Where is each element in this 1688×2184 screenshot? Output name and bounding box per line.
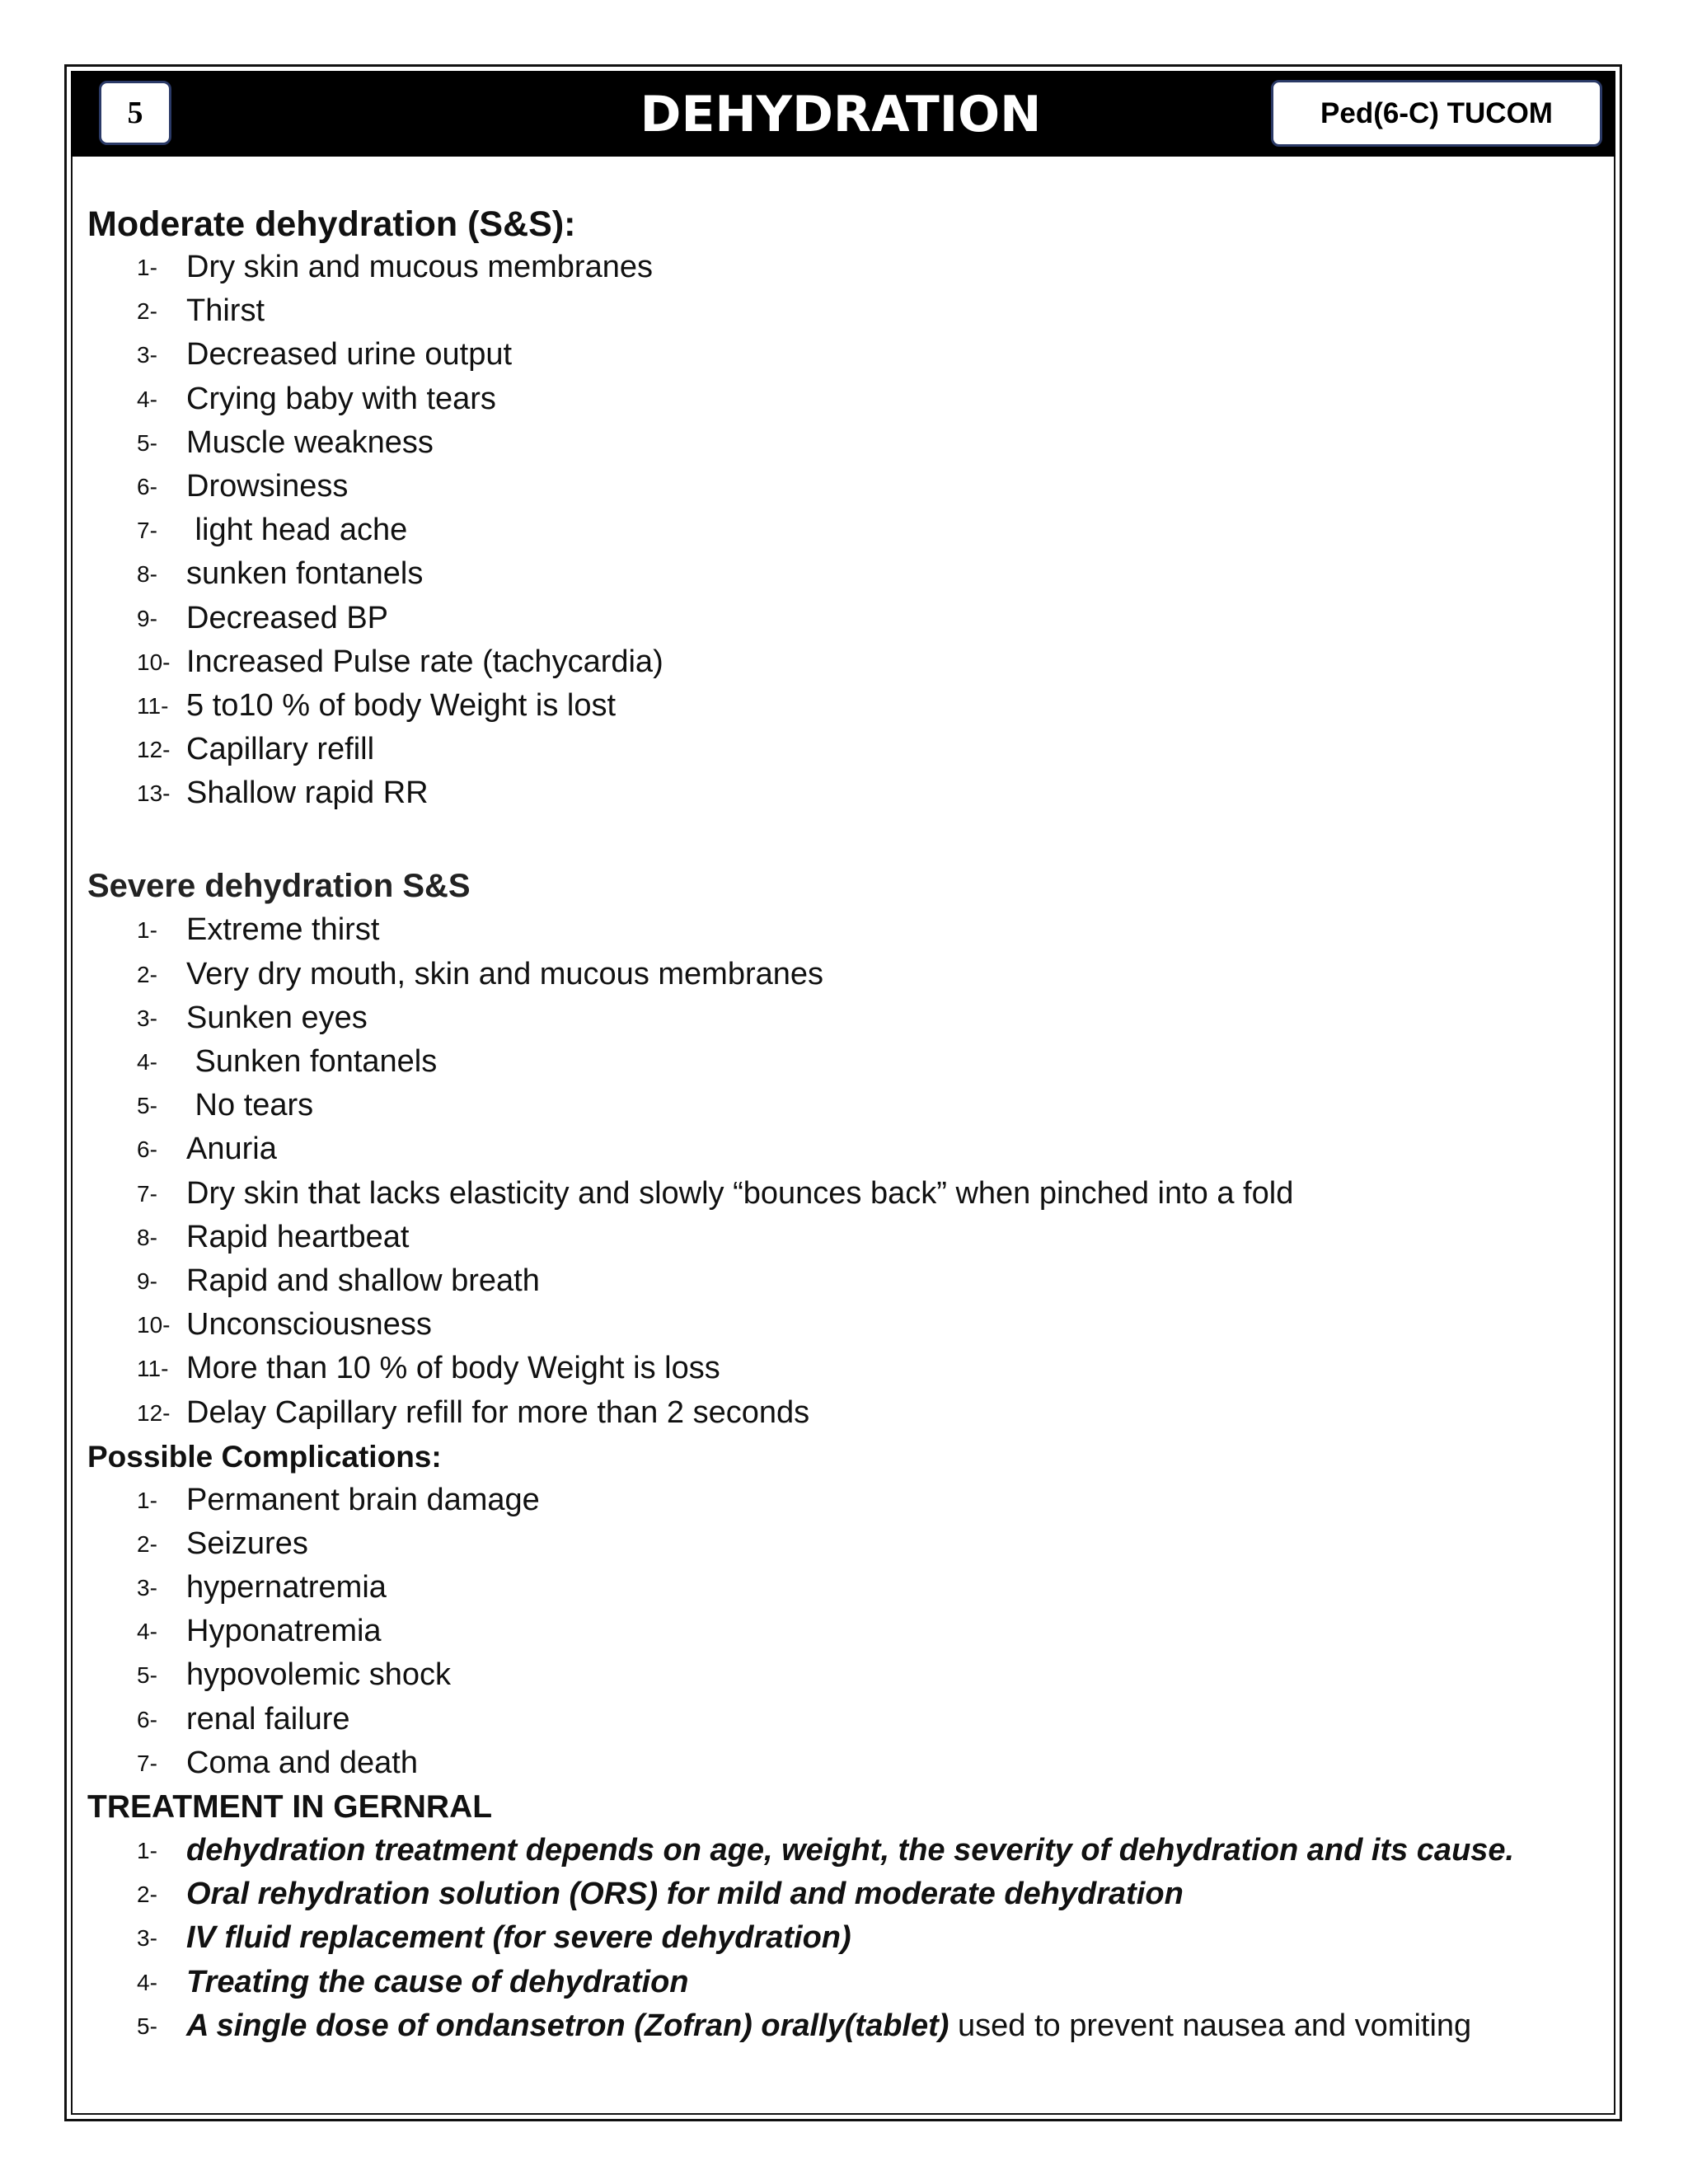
list-item-emphasis: Oral rehydration solution (ORS) for mild and moderate dehydration bbox=[186, 1877, 1184, 1912]
list-item-number: 4- bbox=[137, 1619, 157, 1645]
list-item-number: 2- bbox=[137, 961, 157, 987]
list-item-emphasis: dehydration treatment depends on age, weight, the severity of dehydration and its cause. bbox=[186, 1833, 1515, 1868]
severe-sign-item bbox=[87, 1084, 1587, 1127]
severe-sign-item bbox=[87, 1259, 1587, 1303]
list-item-text: Rapid heartbeat bbox=[186, 1219, 410, 1254]
moderate-sign-item bbox=[87, 377, 1587, 421]
list-item-text: Sunken eyes bbox=[186, 1000, 368, 1035]
page-number-badge: 5 bbox=[99, 81, 171, 145]
list-item-text bbox=[186, 1916, 851, 1960]
list-item-text: Dry skin and mucous membranes bbox=[186, 250, 653, 284]
course-badge: Ped(6-C) TUCOM bbox=[1271, 80, 1602, 147]
list-item-text: No tears bbox=[186, 1088, 314, 1123]
treatment-item bbox=[87, 1872, 1587, 1916]
moderate-sign-item bbox=[87, 421, 1587, 465]
list-item-number: 8- bbox=[137, 561, 157, 588]
list-item-number: 7- bbox=[137, 518, 157, 544]
moderate-sign-item bbox=[87, 597, 1587, 640]
list-item-number: 2- bbox=[137, 298, 157, 325]
list-item-number: 5- bbox=[137, 429, 157, 456]
complication-item bbox=[87, 1479, 1587, 1522]
list-item-number: 4- bbox=[137, 1049, 157, 1075]
list-item-text: Hyponatremia bbox=[186, 1614, 382, 1649]
moderate-list bbox=[87, 246, 1587, 815]
list-item-text: hypovolemic shock bbox=[186, 1657, 452, 1693]
complication-item bbox=[87, 1566, 1587, 1610]
moderate-sign-item bbox=[87, 728, 1587, 771]
severe-sign-item bbox=[87, 1391, 1587, 1435]
list-item-emphasis: IV fluid replacement (for severe dehydration) bbox=[186, 1920, 851, 1956]
list-item-number: 6- bbox=[137, 1706, 157, 1732]
list-item-number: 3- bbox=[137, 1575, 157, 1601]
list-item-number: 6- bbox=[137, 1137, 157, 1163]
severe-list bbox=[87, 908, 1587, 1434]
list-item-number: 1- bbox=[137, 1838, 157, 1863]
list-item-number: 11- bbox=[137, 692, 169, 719]
moderate-sign-item bbox=[87, 640, 1587, 684]
list-item-text: light head ache bbox=[186, 513, 408, 548]
severe-sign-item bbox=[87, 1172, 1587, 1216]
list-item-text bbox=[186, 1961, 689, 2004]
complication-item bbox=[87, 1522, 1587, 1566]
moderate-sign-item bbox=[87, 509, 1587, 552]
severe-sign-item bbox=[87, 1127, 1587, 1171]
list-item-text: Increased Pulse rate (tachycardia) bbox=[186, 644, 663, 679]
treatment-item bbox=[87, 2004, 1587, 2048]
list-item-text: 5 to10 % of body Weight is lost bbox=[186, 687, 617, 723]
severe-sign-item bbox=[87, 1303, 1587, 1347]
list-item-text: Capillary refill bbox=[186, 732, 375, 767]
list-item-number: 3- bbox=[137, 1005, 157, 1031]
list-item-number: 10- bbox=[137, 649, 171, 675]
list-item-number: 12- bbox=[137, 737, 171, 763]
list-item-number: 7- bbox=[137, 1180, 157, 1207]
moderate-sign-item bbox=[87, 552, 1587, 596]
list-item-number: 5- bbox=[137, 2013, 157, 2039]
list-item-text: Delay Capillary refill for more than 2 seconds bbox=[186, 1394, 810, 1430]
treatment-item bbox=[87, 1916, 1587, 1960]
treatment-heading: TREATMENT IN GERNRAL bbox=[87, 1789, 493, 1825]
list-item-text: Drowsiness bbox=[186, 468, 349, 504]
list-item-text: Unconsciousness bbox=[186, 1307, 432, 1343]
list-item-number: 1- bbox=[137, 255, 157, 280]
treatment-item bbox=[87, 1829, 1587, 1872]
complications-list bbox=[87, 1479, 1587, 1785]
list-item-text: Permanent brain damage bbox=[186, 1482, 540, 1517]
moderate-sign-item bbox=[87, 333, 1587, 377]
severe-sign-item bbox=[87, 1040, 1587, 1084]
page-title: DEHYDRATION bbox=[640, 86, 1042, 143]
moderate-heading: Moderate dehydration (S&S): bbox=[87, 204, 576, 244]
treatment-list bbox=[87, 1829, 1587, 2048]
list-item-text bbox=[186, 1829, 1514, 1872]
severe-sign-item bbox=[87, 908, 1587, 952]
complications-heading: Possible Complications: bbox=[87, 1439, 442, 1474]
list-item-number: 2- bbox=[137, 1530, 157, 1557]
document-body bbox=[87, 203, 1587, 2048]
list-item-number: 11- bbox=[137, 1356, 169, 1382]
list-item-number: 5- bbox=[137, 1662, 157, 1689]
list-item-number: 8- bbox=[137, 1224, 157, 1250]
list-item-number: 7- bbox=[137, 1750, 157, 1776]
severe-heading: Severe dehydration S&S bbox=[87, 868, 471, 905]
list-item-text: Muscle weakness bbox=[186, 424, 434, 460]
severe-sign-item bbox=[87, 1347, 1587, 1390]
list-item-text: Dry skin that lacks elasticity and slowly “bounces back” when pinched into a fold bbox=[186, 1175, 1294, 1211]
moderate-sign-item bbox=[87, 465, 1587, 509]
severe-sign-item bbox=[87, 953, 1587, 996]
list-item-text: Rapid and shallow breath bbox=[186, 1263, 540, 1298]
list-item-number: 10- bbox=[137, 1312, 171, 1338]
list-item-number: 2- bbox=[137, 1882, 157, 1908]
severe-sign-item bbox=[87, 996, 1587, 1040]
list-item-number: 3- bbox=[137, 342, 157, 368]
complication-item bbox=[87, 1653, 1587, 1697]
treatment-item bbox=[87, 1961, 1587, 2004]
list-item-number: 6- bbox=[137, 473, 157, 499]
list-item-number: 3- bbox=[137, 1925, 157, 1952]
list-item-number: 9- bbox=[137, 1268, 157, 1294]
list-item-text: hypernatremia bbox=[186, 1570, 387, 1605]
list-item-number: 5- bbox=[137, 1093, 157, 1119]
complication-item bbox=[87, 1610, 1587, 1653]
list-item-number: 12- bbox=[137, 1399, 171, 1426]
list-item-number: 4- bbox=[137, 386, 157, 412]
moderate-sign-item bbox=[87, 289, 1587, 333]
list-item-text bbox=[186, 2004, 1471, 2048]
list-item-number: 1- bbox=[137, 1487, 157, 1513]
list-item-number: 4- bbox=[137, 1969, 157, 1995]
list-item-text bbox=[186, 1872, 1184, 1916]
severe-sign-item bbox=[87, 1216, 1587, 1259]
list-item-text: Extreme thirst bbox=[186, 912, 380, 948]
list-item-text: More than 10 % of body Weight is loss bbox=[186, 1351, 720, 1386]
list-item-text: Decreased urine output bbox=[186, 337, 513, 373]
list-item-text: Decreased BP bbox=[186, 600, 389, 635]
list-item-text: Crying baby with tears bbox=[186, 381, 496, 416]
complication-item bbox=[87, 1698, 1587, 1741]
complication-item bbox=[87, 1741, 1587, 1785]
list-item-text: Very dry mouth, skin and mucous membranes bbox=[186, 956, 824, 991]
list-item-text: sunken fontanels bbox=[186, 556, 424, 592]
list-item-text: Shallow rapid RR bbox=[186, 776, 429, 811]
list-item-number: 13- bbox=[137, 780, 171, 807]
moderate-sign-item bbox=[87, 684, 1587, 728]
list-item-text: Seizures bbox=[186, 1526, 308, 1561]
list-item-text: Sunken fontanels bbox=[186, 1044, 438, 1079]
list-item-number: 1- bbox=[137, 917, 157, 944]
list-item-number: 9- bbox=[137, 605, 157, 631]
moderate-sign-item bbox=[87, 246, 1587, 289]
list-item-text: renal failure bbox=[186, 1701, 350, 1736]
list-item-emphasis: A single dose of ondansetron (Zofran) orally(tablet) bbox=[186, 2008, 950, 2043]
list-item-text: Anuria bbox=[186, 1132, 277, 1167]
moderate-sign-item bbox=[87, 771, 1587, 815]
list-item-plain-text: used to prevent nausea and vomiting bbox=[949, 2008, 1472, 2043]
list-item-text: Thirst bbox=[186, 293, 265, 329]
list-item-text: Coma and death bbox=[186, 1745, 418, 1780]
list-item-emphasis: Treating the cause of dehydration bbox=[186, 1964, 689, 1999]
